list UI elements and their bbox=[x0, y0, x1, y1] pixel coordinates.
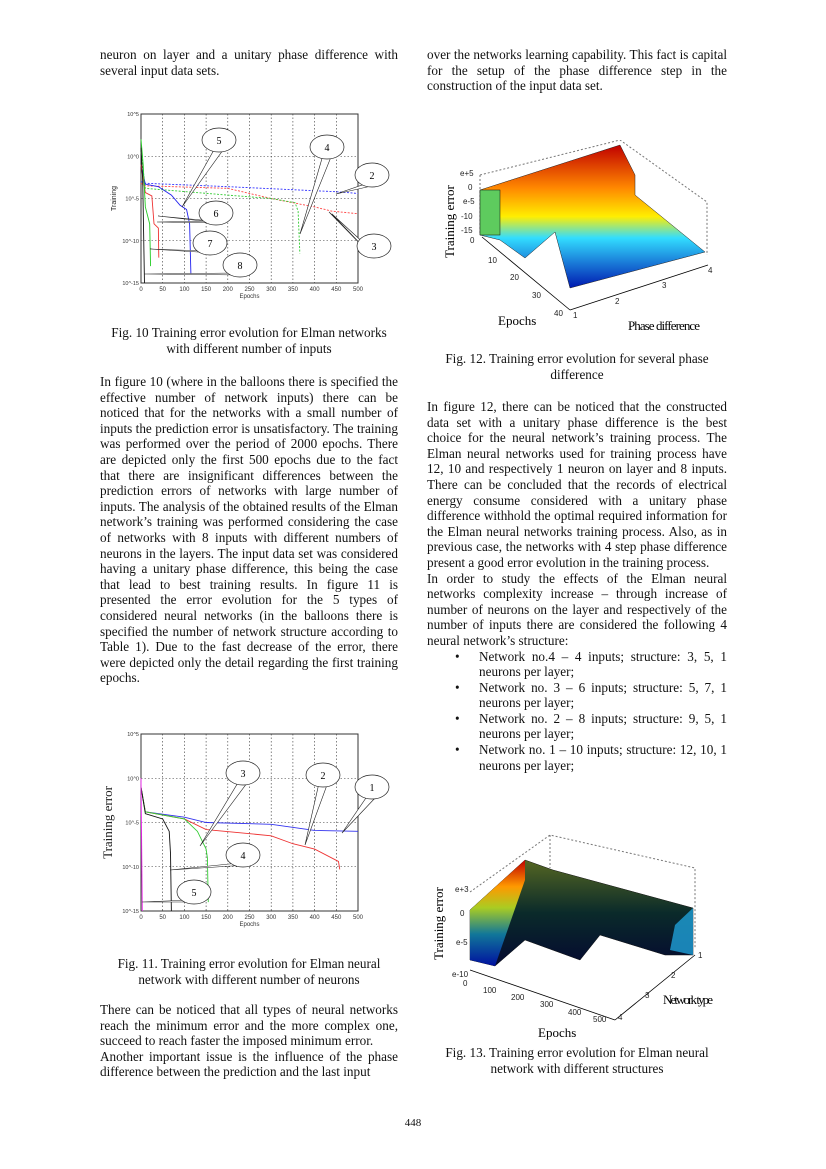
y-tick: 2 bbox=[615, 297, 620, 306]
balloon-label: 3 bbox=[240, 769, 246, 780]
x-tick-label: 300 bbox=[266, 287, 277, 293]
paragraph: over the networks learning capability. This fact is capital for the setup of the phase difference step in the construction of the input data set. bbox=[427, 47, 727, 94]
x-tick: 200 bbox=[511, 993, 525, 1002]
page-number: 448 bbox=[404, 1117, 422, 1129]
surface-patch bbox=[480, 145, 705, 288]
list-item: • Network no.4 – 4 inputs; structure: 3, 5, 1 neurons per layer; bbox=[427, 649, 727, 680]
axes bbox=[470, 955, 695, 1020]
z-tick: e+5 bbox=[460, 169, 474, 178]
y-tick: 1 bbox=[573, 311, 578, 320]
x-tick: 40 bbox=[554, 309, 563, 318]
x-tick: 10 bbox=[488, 256, 497, 265]
balloon-label: 7 bbox=[207, 239, 213, 250]
paragraph: There can be noticed that all types of neural networks reach the minimum error and the more complex one, succeed to reach faster the imposed minimum error. bbox=[100, 1002, 398, 1049]
y-tick: 4 bbox=[618, 1013, 623, 1022]
y-tick: 4 bbox=[708, 266, 713, 275]
x-axis-label: Epochs bbox=[538, 1025, 577, 1040]
y-tick: 2 bbox=[671, 971, 676, 980]
y-tick: 3 bbox=[645, 991, 650, 1000]
x-tick-label: 150 bbox=[201, 915, 212, 921]
paragraph: In order to study the effects of the Elman neural networks complexity increase – through increase of number of neurons on the layer and respectively of the number of inputs there are considered the following 4 neural network’s structure: bbox=[427, 570, 727, 648]
y-axis-label: Phase difference bbox=[628, 318, 700, 333]
x-tick: 30 bbox=[532, 291, 541, 300]
z-tick: 0 bbox=[463, 979, 468, 988]
y-tick: 3 bbox=[662, 281, 667, 290]
surface-side bbox=[480, 190, 500, 235]
list-item: • Network no. 3 – 6 inputs; structure: 5, 7, 1 neurons per layer; bbox=[427, 680, 727, 711]
y-tick: 1 bbox=[698, 951, 703, 960]
z-tick: e-10 bbox=[452, 970, 469, 979]
x-tick-label: 400 bbox=[309, 287, 320, 293]
z-tick: -10 bbox=[461, 212, 473, 221]
z-tick: e-5 bbox=[463, 197, 475, 206]
figure-10-caption: Fig. 10 Training error evolution for Elman networks with different number of inputs bbox=[111, 325, 387, 356]
y-tick-label: 10^-5 bbox=[125, 196, 139, 203]
y-tick-label: 10^0 bbox=[127, 776, 139, 783]
balloon-label: 4 bbox=[324, 143, 330, 154]
x-tick: 300 bbox=[540, 1000, 554, 1009]
figure-11-chart bbox=[100, 730, 400, 930]
x-tick-label: 250 bbox=[244, 287, 255, 293]
y-axis-label: Network type bbox=[663, 992, 713, 1007]
figure-12-surface bbox=[430, 140, 730, 340]
z-tick: 0 bbox=[470, 236, 475, 245]
figure-13-caption: Fig. 13. Training error evolution for Elman neural network with different structures bbox=[445, 1045, 709, 1076]
x-tick-label: 150 bbox=[201, 287, 212, 293]
left-intro bbox=[100, 47, 398, 78]
figure-12-caption: Fig. 12. Training error evolution for several phase difference bbox=[445, 351, 709, 382]
list-item: • Network no. 2 – 8 inputs; structure: 9, 5, 1 neurons per layer; bbox=[427, 711, 727, 742]
figure-11-caption: Fig. 11. Training error evolution for Elman neural network with different number of neurons bbox=[117, 956, 381, 987]
balloon-label: 2 bbox=[320, 771, 326, 782]
x-tick-label: 350 bbox=[287, 915, 298, 921]
y-tick-label: 10^-5 bbox=[125, 820, 139, 827]
y-tick-label: 10^-15 bbox=[122, 281, 139, 287]
paragraph: In figure 12, there can be noticed that the constructed data set with a unitary phase difference is the best choice for the neural network’s training process. The Elman neural networks used for training process have 12, 10 and respectively 1 neuron on layer and 8 inputs. There can be concluded that the records of electrical energy consume considered with a unitary phase difference withhold the optimal required information for the Elman neural networks training process. Also, as in previous case, the networks with 4 step phase difference present a good error evolution in the training process. bbox=[427, 399, 727, 570]
z-tick: 0 bbox=[460, 909, 465, 918]
x-tick-label: 300 bbox=[266, 915, 277, 921]
network-list bbox=[427, 649, 727, 774]
x-tick-label: 250 bbox=[244, 915, 255, 921]
right-intro bbox=[427, 47, 727, 94]
x-axis-label: Epochs bbox=[498, 313, 537, 328]
y-tick-label: 10^0 bbox=[127, 154, 139, 161]
x-tick: 100 bbox=[483, 986, 497, 995]
balloon-label: 8 bbox=[237, 261, 243, 272]
list-item: • Network no. 1 – 10 inputs; structure: 12, 10, 1 neurons per layer; bbox=[427, 742, 727, 773]
x-axis-label: Epochs bbox=[239, 294, 260, 300]
z-tick: e-5 bbox=[456, 938, 468, 947]
balloon-label: 5 bbox=[191, 888, 197, 899]
x-tick-label: 500 bbox=[352, 915, 364, 921]
figure-13-surface bbox=[425, 820, 725, 1042]
z-axis-label: Training error bbox=[431, 887, 446, 960]
x-tick-label: 50 bbox=[159, 915, 167, 921]
x-tick-label: 200 bbox=[222, 287, 233, 293]
x-tick-label: 100 bbox=[179, 287, 190, 293]
x-axis-label: Epochs bbox=[239, 922, 260, 928]
balloon-label: 3 bbox=[371, 242, 377, 253]
paragraph: Another important issue is the influence of the phase difference between the prediction and the last input bbox=[100, 1048, 398, 1080]
y-axis-label: Training error bbox=[100, 786, 115, 859]
balloon-label: 4 bbox=[240, 851, 246, 862]
right-body bbox=[427, 399, 727, 773]
x-tick-label: 450 bbox=[331, 915, 342, 921]
x-tick: 20 bbox=[510, 273, 519, 282]
paragraph: In figure 10 (where in the balloons there is specified the effective number of network inputs) there can be noticed that for the networks with a small number of inputs the prediction error is unsatisfactory. The training was performed over the period of 2000 epochs. There are depicted only the first 500 epochs due to the fact that there are insignificant differences between the prediction errors of networks with large number of inputs. The analysis of the obtained results of the Elman network’s training was performed considering the case of networks with 8 inputs with different numbers of neurons in the layers. The input data set was considered having a unitary phase difference, this being the case that lead to best training results. In figure 11 is presented the error evolution for the 5 types of considered neural networks (in the balloons there is specified the number of network structure according to Table 1). Due to the fast decrease of the error, there were depicted only the detail regarding the first training epochs. bbox=[100, 374, 398, 686]
x-tick-label: 500 bbox=[352, 287, 364, 293]
y-tick-label: 10^-10 bbox=[122, 864, 139, 871]
x-tick-label: 50 bbox=[159, 287, 167, 293]
z-axis-label: Training error bbox=[442, 185, 457, 258]
x-tick: 500 bbox=[593, 1015, 607, 1024]
balloon-label: 1 bbox=[369, 783, 375, 794]
z-tick: -15 bbox=[461, 226, 473, 235]
y-tick-label: 10^-10 bbox=[122, 238, 139, 245]
balloon-label: 5 bbox=[216, 136, 222, 147]
x-tick-label: 350 bbox=[287, 287, 298, 293]
x-tick-label: 0 bbox=[139, 915, 143, 921]
z-tick: 0 bbox=[468, 183, 473, 192]
figure-10-chart bbox=[100, 110, 400, 310]
left-body bbox=[100, 374, 398, 686]
x-tick-label: 200 bbox=[222, 915, 233, 921]
x-tick-label: 0 bbox=[139, 287, 143, 293]
x-tick: 400 bbox=[568, 1008, 582, 1017]
x-tick-label: 400 bbox=[309, 915, 320, 921]
x-tick-label: 450 bbox=[331, 287, 342, 293]
x-tick-label: 100 bbox=[179, 915, 190, 921]
z-tick: e+3 bbox=[455, 885, 469, 894]
left-bottom bbox=[100, 1002, 398, 1080]
y-tick-label: 10^-15 bbox=[122, 909, 139, 915]
balloon-label: 2 bbox=[369, 171, 375, 182]
y-tick-label: 10^5 bbox=[127, 732, 139, 738]
y-axis-label: Training bbox=[111, 185, 118, 212]
y-tick-label: 10^5 bbox=[127, 112, 139, 118]
balloon-label: 6 bbox=[213, 209, 219, 220]
paragraph: neuron on layer and a unitary phase difference with several input data sets. bbox=[100, 47, 398, 78]
